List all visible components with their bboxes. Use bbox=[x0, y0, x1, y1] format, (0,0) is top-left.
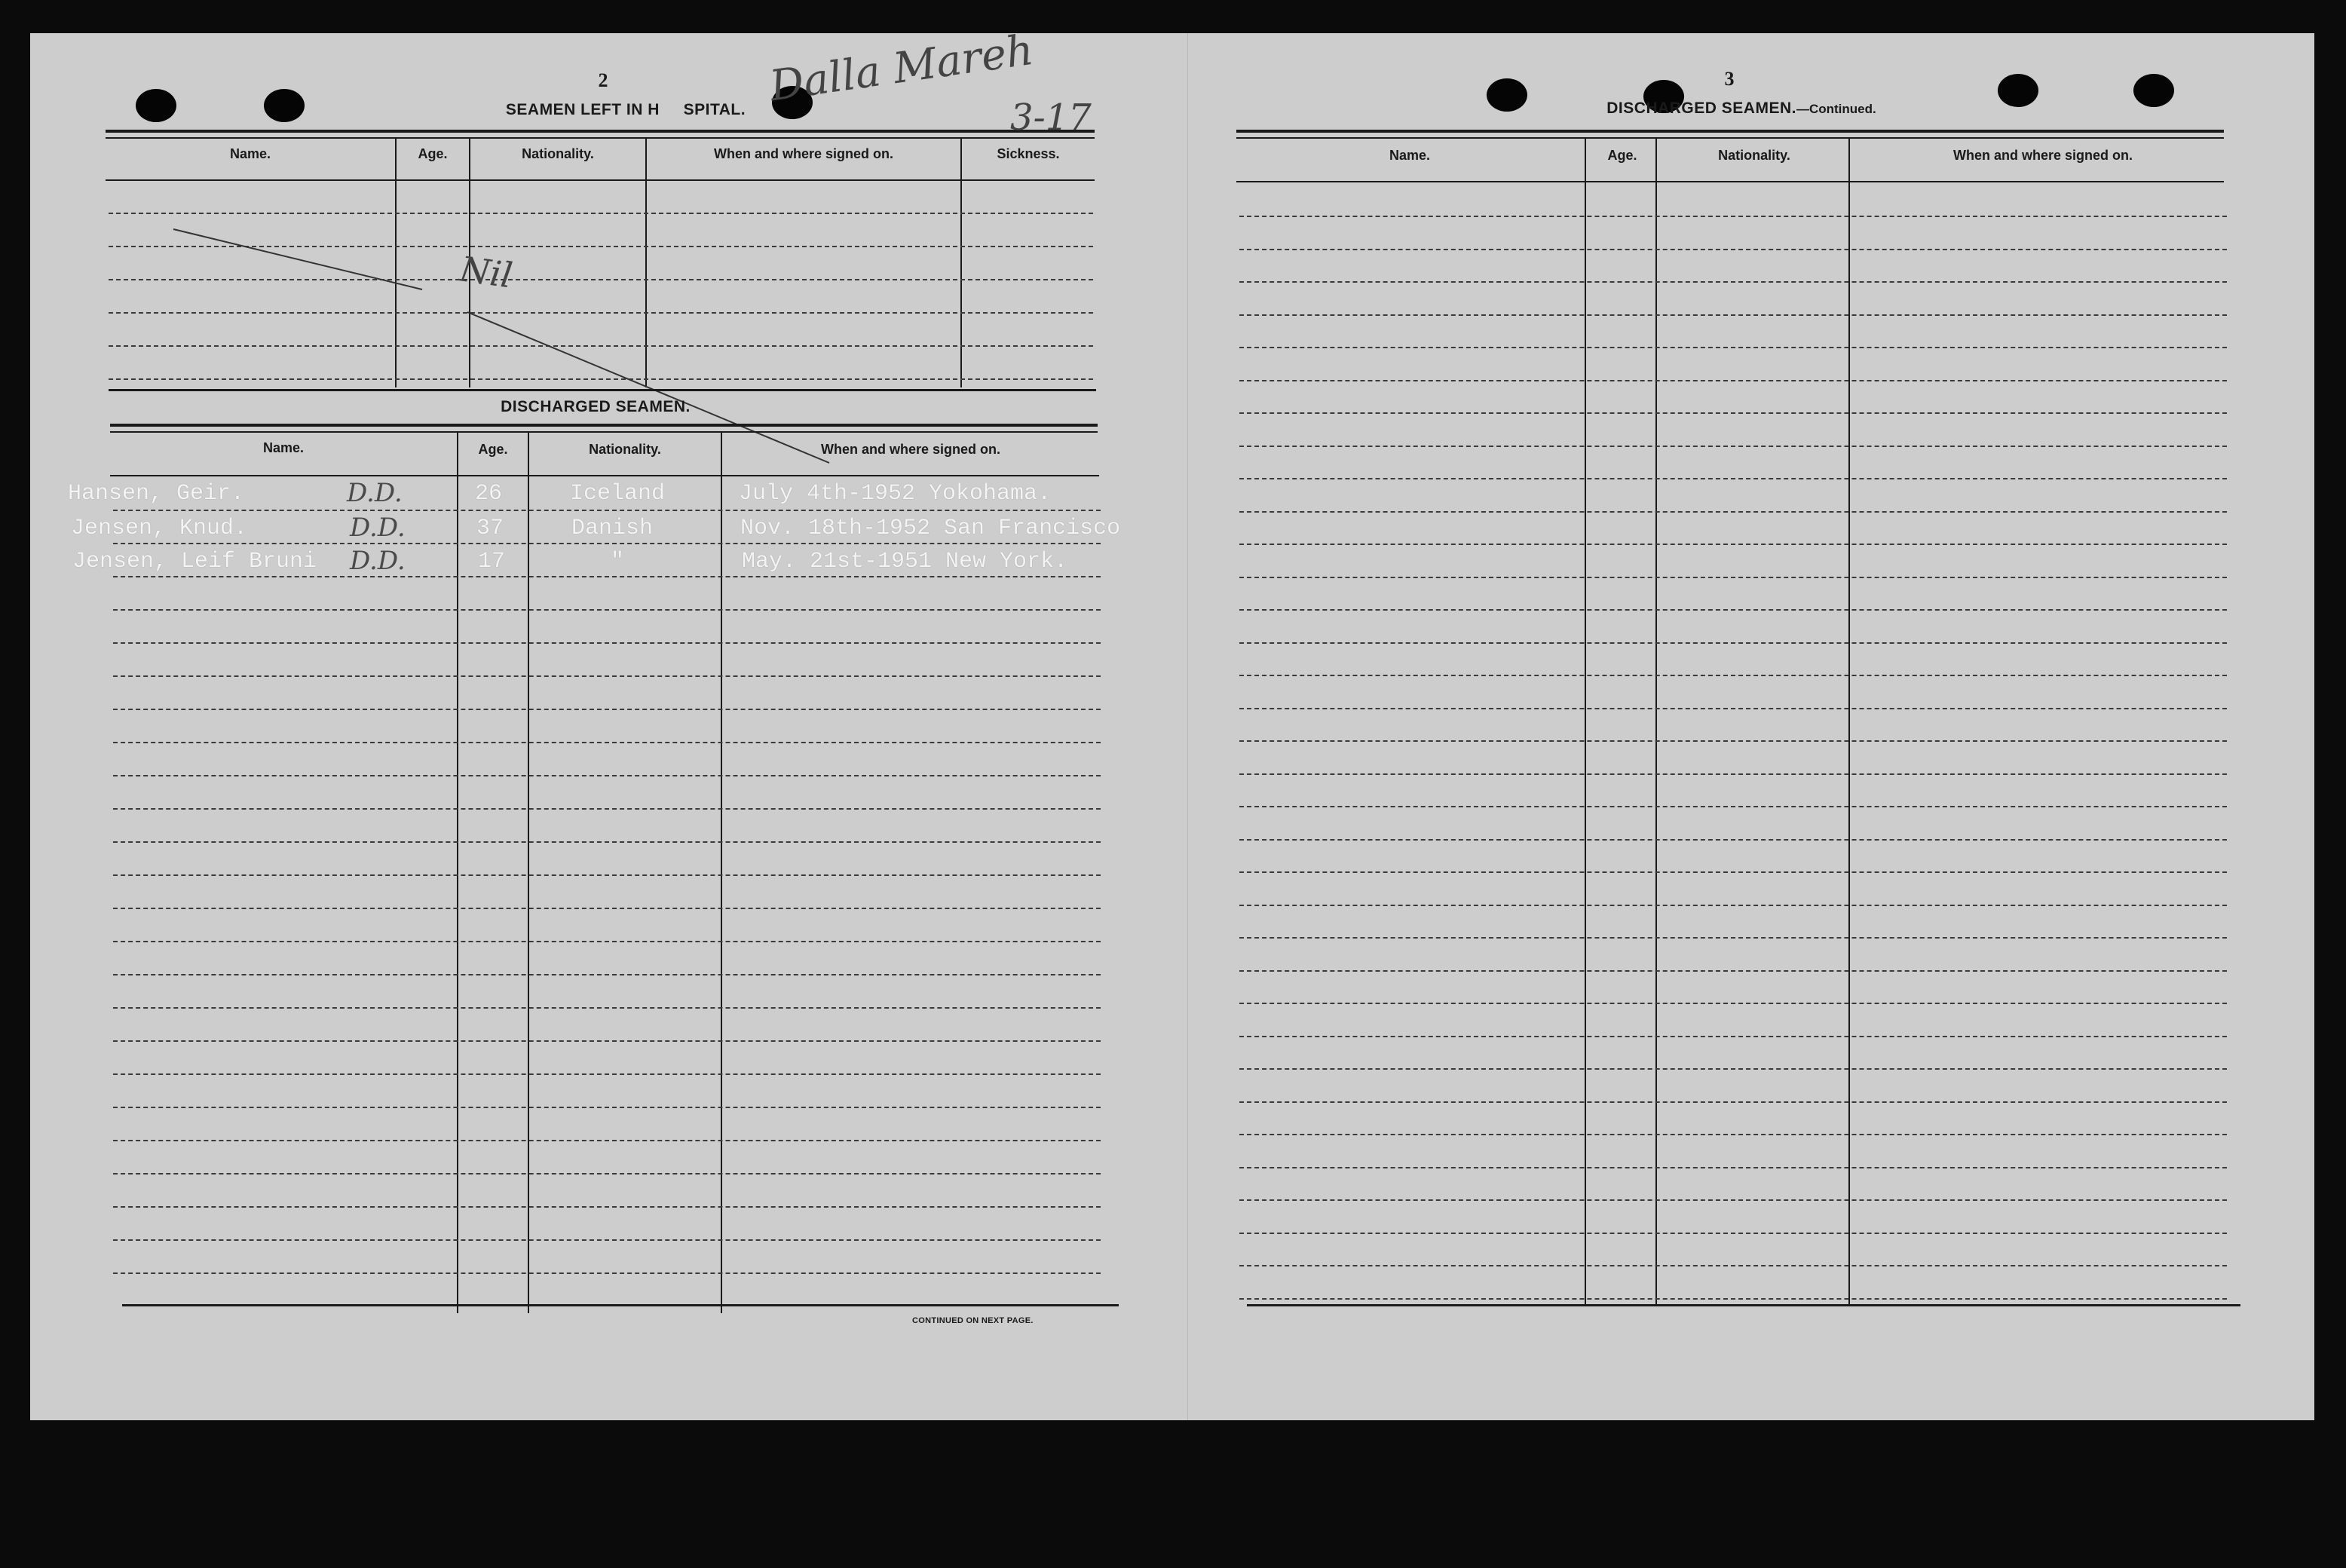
col-header-age: Age. bbox=[478, 442, 508, 457]
row-line bbox=[1239, 1068, 2227, 1070]
row-line bbox=[113, 941, 1101, 942]
seaman-age: 26 bbox=[475, 481, 503, 507]
col-divider bbox=[960, 139, 962, 387]
col-header-age: Age. bbox=[1607, 148, 1637, 163]
row-line bbox=[113, 576, 1101, 577]
col-divider bbox=[721, 433, 722, 1313]
rule bbox=[106, 137, 1095, 139]
handwritten-note: Dalla Mareh bbox=[767, 25, 1037, 112]
seaman-signed-on: July 4th-1952 Yokohama. bbox=[739, 481, 1052, 507]
col-header-signed-on: When and where signed on. bbox=[713, 146, 894, 161]
row-line bbox=[1239, 937, 2227, 939]
rule bbox=[109, 389, 1096, 391]
col-header-age: Age. bbox=[418, 146, 448, 161]
rule bbox=[1236, 130, 2224, 133]
seaman-nationality: " bbox=[611, 549, 625, 574]
row-line bbox=[113, 974, 1101, 975]
row-line bbox=[113, 775, 1101, 776]
row-line bbox=[1239, 446, 2227, 447]
row-line bbox=[1239, 905, 2227, 906]
seaman-name: Jensen, Knud. bbox=[71, 516, 248, 541]
col-header-signed-on: When and where signed on. bbox=[820, 442, 1001, 457]
row-line bbox=[113, 510, 1101, 511]
col-header-name: Name. bbox=[1389, 148, 1431, 163]
rule bbox=[110, 475, 1099, 476]
col-header-sickness: Sickness. bbox=[997, 146, 1060, 161]
row-line bbox=[113, 1107, 1101, 1108]
row-line bbox=[1239, 314, 2227, 316]
row-line bbox=[1239, 708, 2227, 709]
row-line bbox=[1239, 380, 2227, 381]
discharged-section-title: DISCHARGED SEAMEN. bbox=[501, 398, 691, 415]
seaman-age: 37 bbox=[476, 516, 504, 541]
seaman-nationality: Danish bbox=[571, 516, 654, 541]
row-line bbox=[1239, 970, 2227, 972]
row-line bbox=[1239, 1233, 2227, 1234]
rule bbox=[110, 424, 1098, 427]
row-line bbox=[113, 1272, 1101, 1274]
handwritten-note-number: 3-17 bbox=[1010, 96, 1092, 139]
row-line bbox=[1239, 871, 2227, 873]
row-line bbox=[113, 841, 1101, 843]
row-line bbox=[113, 1206, 1101, 1208]
rule bbox=[110, 431, 1098, 433]
row-line bbox=[1239, 511, 2227, 513]
row-line bbox=[1239, 1134, 2227, 1135]
seaman-initials: D.D. bbox=[347, 478, 403, 508]
row-line bbox=[113, 1239, 1101, 1241]
hospital-section-title: SEAMEN LEFT IN H SPITAL. bbox=[505, 101, 746, 118]
col-header-name: Name. bbox=[229, 146, 271, 161]
row-line bbox=[113, 742, 1101, 743]
seaman-nationality: Iceland bbox=[570, 481, 666, 507]
row-line bbox=[113, 642, 1101, 644]
row-line bbox=[1239, 544, 2227, 545]
col-divider bbox=[457, 433, 458, 1313]
rule bbox=[1236, 137, 2224, 139]
row-line bbox=[1239, 740, 2227, 742]
row-line bbox=[1239, 642, 2227, 644]
col-header-nationality: Nationality. bbox=[1718, 148, 1790, 163]
row-line bbox=[1239, 806, 2227, 807]
row-line bbox=[1239, 1101, 2227, 1103]
col-header-nationality: Nationality. bbox=[589, 442, 661, 457]
row-line bbox=[1239, 609, 2227, 611]
row-line bbox=[113, 1040, 1101, 1042]
row-line bbox=[1239, 1167, 2227, 1168]
row-line bbox=[1239, 478, 2227, 479]
row-line bbox=[113, 874, 1101, 876]
row-line bbox=[113, 709, 1101, 710]
row-line bbox=[1239, 1199, 2227, 1201]
seaman-signed-on: Nov. 18th-1952 San Francisco bbox=[740, 516, 1121, 541]
punch-hole bbox=[2133, 74, 2174, 107]
seaman-name: Hansen, Geir. bbox=[68, 481, 245, 507]
row-line bbox=[113, 808, 1101, 810]
seaman-age: 17 bbox=[478, 549, 506, 574]
rule bbox=[106, 179, 1095, 181]
rule bbox=[1247, 1304, 2240, 1306]
col-divider bbox=[528, 433, 529, 1313]
discharged-continued-title: DISCHARGED SEAMEN.—Continued. bbox=[1606, 100, 1876, 117]
row-line bbox=[113, 543, 1101, 544]
row-line bbox=[113, 908, 1101, 909]
row-line bbox=[1239, 1298, 2227, 1300]
rule bbox=[1236, 181, 2224, 182]
col-header-signed-on: When and where signed on. bbox=[1952, 148, 2133, 163]
row-line bbox=[113, 675, 1101, 677]
nil-annotation: Nil bbox=[457, 248, 516, 296]
continued-note: CONTINUED ON NEXT PAGE. bbox=[912, 1316, 1034, 1325]
row-line bbox=[1239, 675, 2227, 676]
page-number-left: 2 bbox=[598, 69, 608, 91]
row-line bbox=[1239, 1036, 2227, 1037]
row-line bbox=[1239, 577, 2227, 578]
row-line bbox=[1239, 216, 2227, 217]
row-line bbox=[1239, 412, 2227, 414]
row-line bbox=[113, 1140, 1101, 1141]
seaman-initials: D.D. bbox=[350, 546, 406, 576]
seaman-initials: D.D. bbox=[350, 513, 406, 543]
punch-hole bbox=[1998, 74, 2038, 107]
row-line bbox=[1239, 249, 2227, 250]
row-line bbox=[1239, 1265, 2227, 1266]
col-header-nationality: Nationality. bbox=[522, 146, 594, 161]
row-line bbox=[1239, 347, 2227, 348]
row-line bbox=[113, 609, 1101, 611]
punch-hole bbox=[136, 89, 176, 122]
row-line bbox=[113, 1173, 1101, 1174]
row-line bbox=[113, 1007, 1101, 1009]
rule bbox=[122, 1304, 1119, 1306]
page-fold bbox=[1187, 33, 1188, 1420]
punch-hole bbox=[264, 89, 305, 122]
page-number-right: 3 bbox=[1724, 68, 1735, 90]
row-line bbox=[1239, 839, 2227, 841]
row-line bbox=[113, 1073, 1101, 1075]
seaman-name: Jensen, Leif Bruni bbox=[72, 549, 317, 574]
row-line bbox=[1239, 773, 2227, 775]
rule bbox=[106, 130, 1095, 133]
row-line bbox=[1239, 1003, 2227, 1004]
seaman-signed-on: May. 21st-1951 New York. bbox=[742, 549, 1068, 574]
col-header-name: Name. bbox=[262, 440, 305, 455]
punch-hole bbox=[1487, 78, 1527, 112]
row-line bbox=[1239, 281, 2227, 283]
manifest-sheet bbox=[30, 25, 2314, 1420]
